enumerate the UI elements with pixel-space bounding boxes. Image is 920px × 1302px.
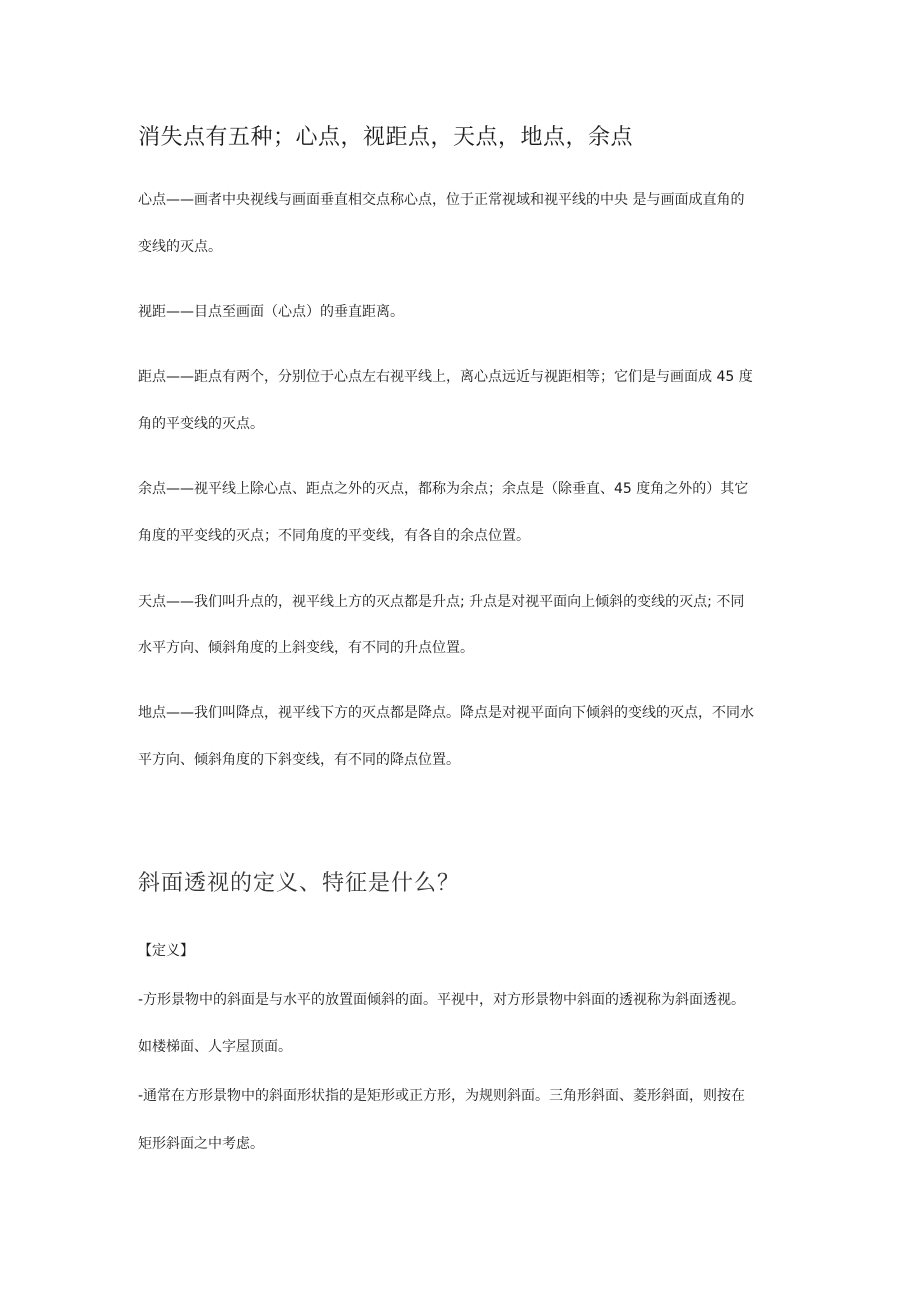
paragraph-line: 视距——目点至画面（心点）的垂直距离。 <box>138 304 404 320</box>
paragraph-line: 天点——我们叫升点的，视平线上方的灭点都是升点; 升点是对视平面向上倾斜的变线的灭点; 不同 <box>138 594 745 610</box>
definition-label: 【定义】 <box>138 943 194 959</box>
paragraph-line: 角度的平变线的灭点；不同角度的平变线，有各自的余点位置。 <box>138 528 530 544</box>
paragraph-line: 距点——距点有两个，分别位于心点左右视平线上，离心点远近与视距相等；它们是与画面成 45 度 <box>138 369 753 385</box>
paragraph-line: 余点——视平线上除心点、距点之外的灭点，都称为余点；余点是（除垂直、45 度角之外的）其它 <box>138 481 749 497</box>
paragraph-line: 如楼梯面、人字屋顶面。 <box>138 1039 292 1055</box>
paragraph-line: 矩形斜面之中考虑。 <box>138 1136 264 1152</box>
section-heading-inclined-plane: 斜面透视的定义、特征是什么？ <box>138 871 461 896</box>
paragraph-line: 变线的灭点。 <box>138 239 222 255</box>
paragraph-line: -方形景物中的斜面是与水平的放置面倾斜的面。平视中，对方形景物中斜面的透视称为斜面透视。 <box>138 992 746 1008</box>
paragraph-line: 平方向、倾斜角度的下斜变线，有不同的降点位置。 <box>138 752 460 768</box>
paragraph-line: 角的平变线的灭点。 <box>138 416 264 432</box>
paragraph-line: -通常在方形景物中的斜面形状指的是矩形或正方形，为规则斜面。三角形斜面、菱形斜面，则按在 <box>138 1088 746 1104</box>
section-heading-vanishing-points: 消失点有五种；心点，视距点，天点，地点，余点 <box>138 125 634 150</box>
paragraph-line: 水平方向、倾斜角度的上斜变线，有不同的升点位置。 <box>138 640 474 656</box>
paragraph-line: 地点——我们叫降点，视平线下方的灭点都是降点。降点是对视平面向下倾斜的变线的灭点，不同水 <box>138 705 754 721</box>
paragraph-line: 心点——画者中央视线与画面垂直相交点称心点，位于正常视域和视平线的中央 是与画面成直角的 <box>138 192 745 208</box>
